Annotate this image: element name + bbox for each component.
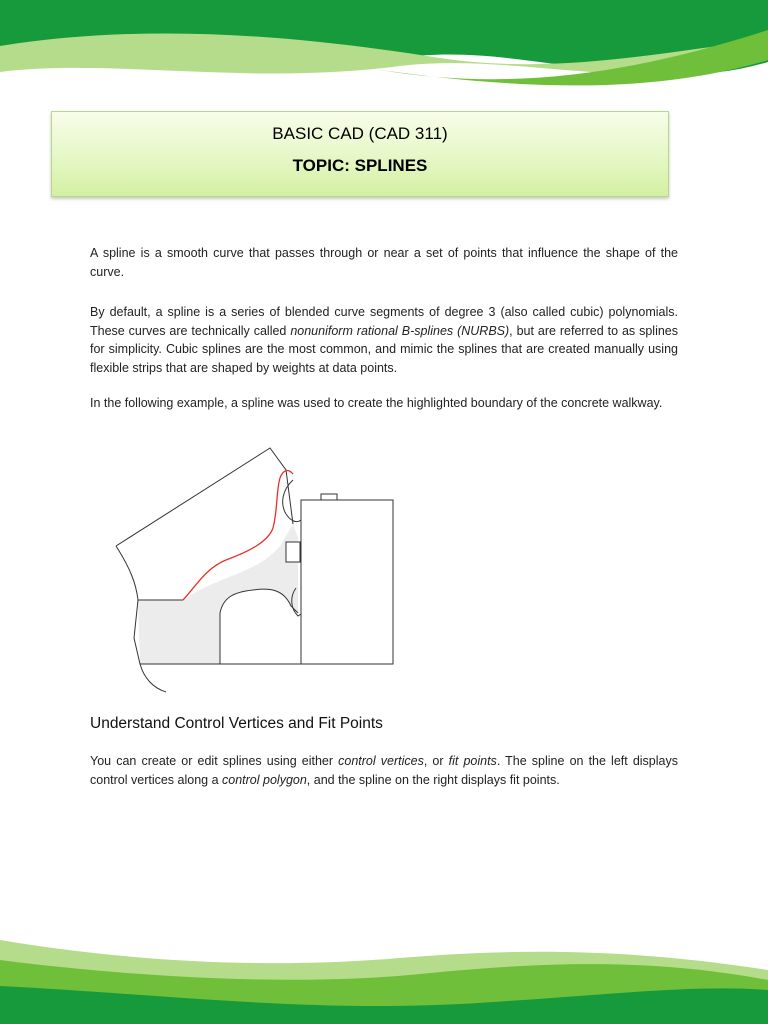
cv-term-2: fit points [448,754,497,768]
cv-text-1: You can create or edit splines using either [90,754,339,768]
cv-text-3: . The spline on the left displays control vertices along a [90,754,678,787]
course-title: BASIC CAD (CAD 311) [272,124,448,143]
small-box [286,542,300,562]
nurbs-text-2: , but are referred to as splines for simplicity. Cubic splines are the most common, and mimic the splines that are created manually using flexible strips that are shaped by weights at data points. [90,323,679,375]
building [301,500,393,664]
cv-term-3: control polygon [222,772,307,787]
topic-title: TOPIC: SPLINES [292,156,428,175]
footer-wave-decoration [0,930,768,1024]
cv-text-4: , and the spline on the right displays fit points. [306,772,560,787]
cv-text-2: , or [423,754,449,768]
nurbs-text-1: By default, a spline is a series of blended curve segments of degree 3 (also called cubic) polynomials. These curves are technically called [90,305,678,338]
nurbs-paragraph [90,303,678,377]
header-wave-decoration [0,0,768,100]
nurbs-term: nonuniform rational B-splines (NURBS) [290,323,510,338]
section-heading: Understand Control Vertices and Fit Points [90,715,383,732]
walkway-spline-diagram [108,438,400,696]
intro-paragraph: A spline is a smooth curve that passes through or near a set of points that influence the shape of the curve. [90,246,678,279]
cv-term-1: control vertices [338,754,424,768]
example-paragraph: In the following example, a spline was used to create the highlighted boundary of the concrete walkway. [90,396,663,410]
walkway-fill [138,524,298,664]
building-vent [321,494,337,500]
control-vertices-paragraph [90,752,678,789]
arch [220,589,298,664]
title-box [51,111,669,197]
